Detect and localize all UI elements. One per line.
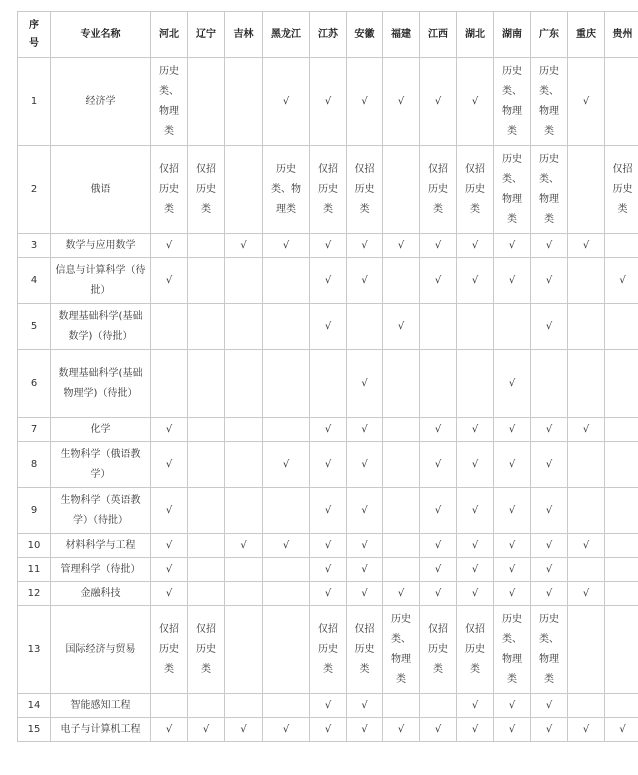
province-cell: √	[310, 258, 347, 304]
province-cell: √	[263, 534, 310, 558]
province-cell: √	[310, 304, 347, 350]
province-cell: √	[494, 234, 531, 258]
province-cell: √	[605, 258, 638, 304]
province-cell: √	[420, 718, 457, 742]
table-row	[18, 442, 638, 488]
province-cell: 仅招历史类	[347, 606, 383, 694]
province-cell	[568, 350, 605, 418]
header-province: 吉林	[225, 12, 263, 58]
province-cell: 历史类、物理类	[494, 606, 531, 694]
header-province: 贵州	[605, 12, 638, 58]
province-cell: √	[383, 718, 420, 742]
province-cell	[605, 350, 638, 418]
province-cell	[225, 582, 263, 606]
province-cell	[225, 694, 263, 718]
province-cell: 仅招历史类	[457, 146, 494, 234]
province-cell	[188, 350, 225, 418]
major-name: 数理基础科学(基础数学)（待批）	[51, 304, 151, 350]
province-cell: √	[310, 58, 347, 146]
major-name: 俄语	[51, 146, 151, 234]
province-cell	[494, 304, 531, 350]
province-cell: √	[310, 442, 347, 488]
row-number: 11	[18, 558, 51, 582]
province-cell	[457, 304, 494, 350]
province-cell: 历史类、物理类	[531, 606, 568, 694]
province-cell	[225, 58, 263, 146]
province-cell: 仅招历史类	[188, 606, 225, 694]
province-cell	[383, 146, 420, 234]
header-major-name: 专业名称	[51, 12, 151, 58]
table-container	[17, 11, 638, 742]
province-cell: √	[494, 418, 531, 442]
province-cell: √	[151, 418, 188, 442]
province-cell: √	[225, 234, 263, 258]
province-cell: √	[151, 534, 188, 558]
province-cell: √	[310, 694, 347, 718]
province-cell	[605, 488, 638, 534]
province-cell: 历史类、物理类	[263, 146, 310, 234]
province-cell: √	[310, 234, 347, 258]
province-cell: √	[347, 442, 383, 488]
row-number: 15	[18, 718, 51, 742]
province-cell	[188, 58, 225, 146]
header-seq: 序号	[18, 12, 51, 58]
header-province: 重庆	[568, 12, 605, 58]
province-cell	[151, 694, 188, 718]
province-cell	[225, 606, 263, 694]
province-cell	[188, 258, 225, 304]
province-cell	[151, 350, 188, 418]
province-cell: 仅招历史类	[420, 146, 457, 234]
major-name: 国际经济与贸易	[51, 606, 151, 694]
province-cell	[225, 304, 263, 350]
province-cell: √	[310, 718, 347, 742]
province-cell: √	[568, 58, 605, 146]
province-cell: √	[568, 582, 605, 606]
province-cell	[383, 534, 420, 558]
province-cell: √	[420, 488, 457, 534]
province-cell: √	[457, 234, 494, 258]
province-cell: √	[347, 58, 383, 146]
table-row	[18, 258, 638, 304]
province-cell	[263, 258, 310, 304]
header-province: 黑龙江	[263, 12, 310, 58]
province-cell: √	[347, 558, 383, 582]
province-cell	[568, 694, 605, 718]
province-cell	[263, 694, 310, 718]
province-cell: √	[263, 442, 310, 488]
province-cell: √	[225, 534, 263, 558]
province-cell: √	[151, 488, 188, 534]
province-cell: √	[263, 58, 310, 146]
header-province: 辽宁	[188, 12, 225, 58]
major-name: 经济学	[51, 58, 151, 146]
province-cell	[383, 488, 420, 534]
row-number: 1	[18, 58, 51, 146]
province-cell	[568, 558, 605, 582]
province-cell: √	[531, 718, 568, 742]
province-cell: √	[531, 418, 568, 442]
province-cell: 仅招历史类	[420, 606, 457, 694]
table-row	[18, 146, 638, 234]
province-cell: √	[310, 582, 347, 606]
row-number: 9	[18, 488, 51, 534]
province-cell: √	[457, 58, 494, 146]
province-cell: √	[420, 558, 457, 582]
province-cell	[568, 258, 605, 304]
province-cell	[188, 234, 225, 258]
province-cell: √	[420, 234, 457, 258]
row-number: 8	[18, 442, 51, 488]
province-cell: √	[188, 718, 225, 742]
row-number: 12	[18, 582, 51, 606]
table-row	[18, 694, 638, 718]
major-name: 数理基础科学(基础物理学)（待批）	[51, 350, 151, 418]
province-cell: √	[383, 234, 420, 258]
province-cell	[225, 146, 263, 234]
province-cell	[263, 558, 310, 582]
province-cell: √	[568, 534, 605, 558]
province-cell: √	[151, 582, 188, 606]
province-cell	[310, 350, 347, 418]
province-cell	[383, 442, 420, 488]
province-cell	[188, 304, 225, 350]
province-cell	[225, 488, 263, 534]
province-cell: √	[568, 418, 605, 442]
province-cell: √	[263, 234, 310, 258]
province-cell: √	[531, 442, 568, 488]
province-cell	[263, 350, 310, 418]
province-cell: √	[494, 558, 531, 582]
major-name: 管理科学（待批）	[51, 558, 151, 582]
table-row	[18, 582, 638, 606]
province-cell: 历史类、物理类	[151, 58, 188, 146]
province-cell	[605, 442, 638, 488]
province-cell	[188, 488, 225, 534]
province-cell	[605, 606, 638, 694]
major-name: 信息与计算科学（待批）	[51, 258, 151, 304]
province-cell	[263, 606, 310, 694]
row-number: 2	[18, 146, 51, 234]
province-cell	[568, 488, 605, 534]
province-cell: √	[347, 234, 383, 258]
province-cell: √	[420, 418, 457, 442]
row-number: 6	[18, 350, 51, 418]
province-cell: √	[383, 304, 420, 350]
province-cell: √	[531, 694, 568, 718]
table-row	[18, 606, 638, 694]
province-cell: 仅招历史类	[151, 146, 188, 234]
province-cell: √	[420, 258, 457, 304]
province-cell	[225, 442, 263, 488]
province-cell	[420, 694, 457, 718]
province-cell: √	[263, 718, 310, 742]
province-cell	[263, 488, 310, 534]
province-cell	[568, 146, 605, 234]
row-number: 13	[18, 606, 51, 694]
province-cell	[605, 58, 638, 146]
province-cell	[188, 442, 225, 488]
province-cell: √	[347, 694, 383, 718]
province-cell: √	[347, 488, 383, 534]
province-cell: 仅招历史类	[188, 146, 225, 234]
province-cell	[420, 350, 457, 418]
province-cell	[568, 442, 605, 488]
province-cell	[420, 304, 457, 350]
province-cell: √	[383, 58, 420, 146]
province-cell: √	[151, 258, 188, 304]
province-cell	[263, 582, 310, 606]
province-cell: √	[494, 350, 531, 418]
province-cell: 仅招历史类	[151, 606, 188, 694]
province-cell: √	[494, 582, 531, 606]
province-cell	[263, 418, 310, 442]
province-cell: √	[494, 694, 531, 718]
province-cell: √	[494, 718, 531, 742]
province-cell	[568, 304, 605, 350]
province-cell: √	[457, 534, 494, 558]
province-cell	[605, 558, 638, 582]
province-cell: √	[310, 418, 347, 442]
major-name: 生物科学（英语教学）（待批）	[51, 488, 151, 534]
province-cell	[151, 304, 188, 350]
province-cell: √	[494, 488, 531, 534]
province-cell	[383, 558, 420, 582]
table-row	[18, 350, 638, 418]
province-cell: √	[457, 694, 494, 718]
province-cell: √	[457, 258, 494, 304]
province-cell: √	[347, 534, 383, 558]
province-cell	[225, 258, 263, 304]
table-row	[18, 58, 638, 146]
table-row	[18, 234, 638, 258]
province-cell: √	[457, 558, 494, 582]
province-cell	[188, 558, 225, 582]
province-cell: √	[151, 558, 188, 582]
province-cell: √	[494, 258, 531, 304]
province-cell: 历史类、物理类	[531, 58, 568, 146]
province-cell	[188, 582, 225, 606]
province-cell: √	[568, 234, 605, 258]
row-number: 3	[18, 234, 51, 258]
province-cell	[383, 418, 420, 442]
table-row	[18, 558, 638, 582]
row-number: 4	[18, 258, 51, 304]
province-cell: 仅招历史类	[347, 146, 383, 234]
province-cell: 仅招历史类	[310, 146, 347, 234]
province-cell: √	[531, 582, 568, 606]
province-cell: 仅招历史类	[605, 146, 638, 234]
province-cell	[605, 234, 638, 258]
header-province: 江苏	[310, 12, 347, 58]
header-province: 河北	[151, 12, 188, 58]
province-cell	[457, 350, 494, 418]
province-cell: √	[531, 534, 568, 558]
province-cell: √	[494, 442, 531, 488]
province-cell	[605, 418, 638, 442]
majors-table	[17, 11, 638, 742]
province-cell: √	[420, 534, 457, 558]
province-cell: √	[151, 718, 188, 742]
province-cell	[568, 606, 605, 694]
province-cell: √	[457, 582, 494, 606]
province-cell	[225, 558, 263, 582]
province-cell: √	[531, 304, 568, 350]
province-cell	[263, 304, 310, 350]
province-cell: √	[347, 258, 383, 304]
province-cell	[188, 534, 225, 558]
major-name: 生物科学（俄语教学）	[51, 442, 151, 488]
province-cell	[225, 350, 263, 418]
province-cell: 历史类、物理类	[494, 58, 531, 146]
province-cell	[605, 534, 638, 558]
province-cell	[383, 350, 420, 418]
province-cell: √	[457, 442, 494, 488]
province-cell: 历史类、物理类	[383, 606, 420, 694]
row-number: 7	[18, 418, 51, 442]
province-cell: √	[457, 418, 494, 442]
table-row	[18, 488, 638, 534]
major-name: 金融科技	[51, 582, 151, 606]
province-cell: √	[420, 442, 457, 488]
province-cell: √	[151, 442, 188, 488]
header-row	[18, 12, 638, 58]
province-cell	[225, 418, 263, 442]
header-province: 安徽	[347, 12, 383, 58]
province-cell: √	[531, 488, 568, 534]
major-name: 智能感知工程	[51, 694, 151, 718]
province-cell: √	[494, 534, 531, 558]
province-cell	[605, 694, 638, 718]
row-number: 10	[18, 534, 51, 558]
province-cell: √	[531, 558, 568, 582]
major-name: 化学	[51, 418, 151, 442]
major-name: 电子与计算机工程	[51, 718, 151, 742]
header-province: 湖北	[457, 12, 494, 58]
province-cell: √	[531, 258, 568, 304]
province-cell: 仅招历史类	[310, 606, 347, 694]
province-cell: √	[457, 718, 494, 742]
header-province: 江西	[420, 12, 457, 58]
province-cell: √	[225, 718, 263, 742]
province-cell: √	[605, 718, 638, 742]
row-number: 14	[18, 694, 51, 718]
table-row	[18, 534, 638, 558]
major-name: 材料科学与工程	[51, 534, 151, 558]
header-province: 福建	[383, 12, 420, 58]
province-cell: √	[310, 488, 347, 534]
header-province: 湖南	[494, 12, 531, 58]
row-number: 5	[18, 304, 51, 350]
province-cell: √	[347, 718, 383, 742]
province-cell: √	[420, 582, 457, 606]
province-cell	[383, 258, 420, 304]
province-cell	[188, 418, 225, 442]
province-cell	[347, 304, 383, 350]
province-cell: √	[531, 234, 568, 258]
province-cell	[605, 304, 638, 350]
province-cell: √	[347, 350, 383, 418]
province-cell: 历史类、物理类	[494, 146, 531, 234]
major-name: 数学与应用数学	[51, 234, 151, 258]
table-row	[18, 304, 638, 350]
province-cell	[605, 582, 638, 606]
province-cell	[383, 694, 420, 718]
province-cell: √	[457, 488, 494, 534]
province-cell: 仅招历史类	[457, 606, 494, 694]
header-province: 广东	[531, 12, 568, 58]
province-cell: √	[568, 718, 605, 742]
province-cell: √	[151, 234, 188, 258]
province-cell: √	[310, 534, 347, 558]
province-cell: √	[347, 582, 383, 606]
table-row	[18, 718, 638, 742]
province-cell: √	[347, 418, 383, 442]
province-cell	[188, 694, 225, 718]
province-cell: √	[420, 58, 457, 146]
table-row	[18, 418, 638, 442]
province-cell: 历史类、物理类	[531, 146, 568, 234]
province-cell: √	[310, 558, 347, 582]
province-cell: √	[383, 582, 420, 606]
province-cell	[531, 350, 568, 418]
